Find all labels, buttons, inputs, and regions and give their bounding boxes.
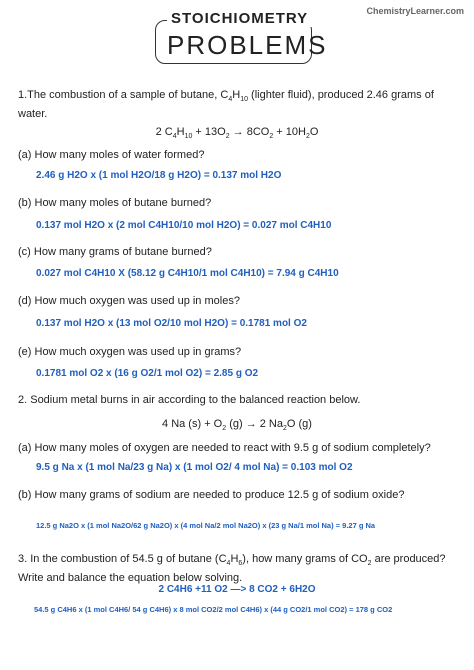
eq-text: H [176, 126, 185, 138]
q3-intro-sub: 6 [238, 560, 243, 568]
q1-intro-text: water. [18, 108, 48, 121]
q3-intro-text: are produced? [371, 553, 446, 565]
q3-intro-text: H [230, 553, 239, 565]
q1e-answer: 0.1781 mol O2 x (16 g O2/1 mol O2) = 2.85 g O2 [36, 368, 259, 379]
title-main: PROBLEMS [167, 30, 328, 60]
q3-equation: 2 C4H6 +11 O2 —> 8 CO2 + 6H2O [158, 584, 316, 595]
q2b-answer: 12.5 g Na2O x (1 mol Na2O/62 g Na2O) x (4 mol Na/2 mol Na2O) x (23 g Na/1 mol Na) = 9.27 g Na [36, 521, 376, 530]
title-top: STOICHIOMETRY [167, 10, 312, 27]
eq-text: O (g) [286, 418, 312, 430]
q3-intro-text: ), how many grams of CO [242, 553, 368, 565]
title-logo [155, 10, 328, 62]
q1a-question: (a) How many moles of water formed? [18, 149, 205, 161]
q1c-question: (c) How many grams of butane burned? [18, 246, 212, 258]
q3-intro [18, 552, 446, 586]
eq-text: (g) → 2 Na [226, 418, 283, 430]
q3-intro-sub: 2 [367, 560, 372, 568]
q1-intro-text: 1.The combustion of a sample of butane, C [18, 89, 229, 101]
site-name: ChemistryLearner.com [366, 6, 464, 16]
eq-sub: 2 [222, 425, 227, 433]
eq-sub: 10 [184, 133, 193, 141]
eq-sub: 4 [172, 133, 177, 141]
q1-intro-sub: 4 [228, 96, 233, 104]
q1-intro-sub: 10 [240, 96, 248, 104]
eq-text: + 10H [273, 126, 306, 138]
q1d-question: (d) How much oxygen was used up in moles? [18, 295, 240, 307]
eq-text: 4 Na (s) + O [162, 418, 223, 430]
eq-sub: 2 [283, 425, 287, 433]
q1-intro-text: (lighter fluid), produced 2.46 grams of [248, 89, 434, 101]
q1b-question: (b) How many moles of butane burned? [18, 197, 212, 209]
q1d-answer: 0.137 mol H2O x (13 mol O2/10 mol H2O) = 0.1781 mol O2 [36, 318, 307, 329]
q3-intro-sub: 4 [226, 560, 231, 568]
eq-text: + 13O [192, 126, 226, 138]
q3-answer: 54.5 g C4H6 x (1 mol C4H6/ 54 g C4H6) x 8 mol CO2/2 mol C4H6) x (44 g CO2/1 mol CO2) = 178 g CO2 [34, 605, 393, 614]
q2a-question: (a) How many moles of oxygen are needed to react with 9.5 g of sodium completely? [18, 442, 431, 454]
q1e-question: (e) How much oxygen was used up in grams? [18, 346, 242, 358]
q2-equation [0, 418, 474, 432]
q1b-answer: 0.137 mol H2O x (2 mol C4H10/10 mol H2O) = 0.027 mol C4H10 [36, 220, 332, 231]
q2a-answer: 9.5 g Na x (1 mol Na/23 g Na) x (1 mol O2/ 4 mol Na) = 0.103 mol O2 [36, 462, 353, 473]
q1c-answer: 0.027 mol C4H10 X (58.12 g C4H10/1 mol C4H10) = 7.94 g C4H10 [36, 268, 339, 279]
eq-sub: 2 [225, 133, 230, 141]
eq-text: O [309, 126, 319, 138]
q2b-question: (b) How many grams of sodium are needed to produce 12.5 g of sodium oxide? [18, 489, 405, 501]
q3-intro-text: Write and balance the equation below solving. [18, 572, 243, 585]
q2-intro: 2. Sodium metal burns in air according to the balanced reaction below. [18, 394, 361, 406]
q1-intro-text: H [232, 89, 241, 101]
eq-sub: 2 [269, 133, 274, 141]
q1-intro [18, 88, 434, 122]
eq-text: 2 C [155, 126, 173, 138]
q3-intro-text: 3. In the combustion of 54.5 g of butane (C [18, 553, 227, 565]
q1-equation [0, 126, 474, 140]
eq-sub: 2 [305, 133, 310, 141]
q1a-answer: 2.46 g H2O x (1 mol H2O/18 g H2O) = 0.137 mol H2O [36, 170, 282, 181]
eq-text: → 8CO [229, 126, 270, 138]
